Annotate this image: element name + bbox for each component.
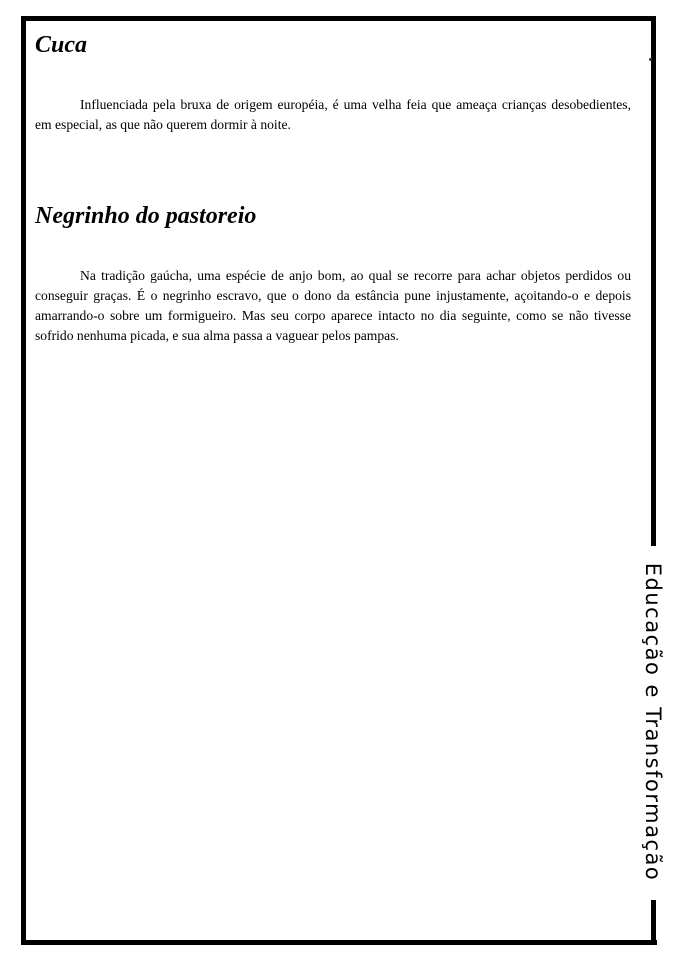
frame-border-right-upper (651, 16, 656, 546)
section-text-negrinho: Na tradição gaúcha, uma espécie de anjo bom, ao qual se recorre para achar objetos perdidos ou conseguir graças. É o negrinho escravo, que o dono da estância pune injustamente, açoitando-o e depois amarrando-o sobre um formigueiro. Mas seu corpo aparece intacto no dia seguinte, como se não tivesse sofrido nenhuma picada, e sua alma passa a vaguear pelos pampas. (35, 268, 631, 343)
decorative-dot (649, 58, 652, 61)
section-title-negrinho: Negrinho do pastoreio (35, 203, 257, 229)
frame-border-left (21, 16, 26, 945)
section-text-cuca: Influenciada pela bruxa de origem européia, é uma velha feia que ameaça crianças desobedientes, em especial, as que não querem dormir à noite. (35, 97, 631, 132)
section-title-cuca: Cuca (35, 32, 88, 58)
frame-border-top (21, 16, 656, 21)
frame-border-bottom (21, 940, 657, 945)
side-label: Educação e Transformação (641, 562, 665, 882)
frame-border-right-lower (651, 900, 656, 945)
